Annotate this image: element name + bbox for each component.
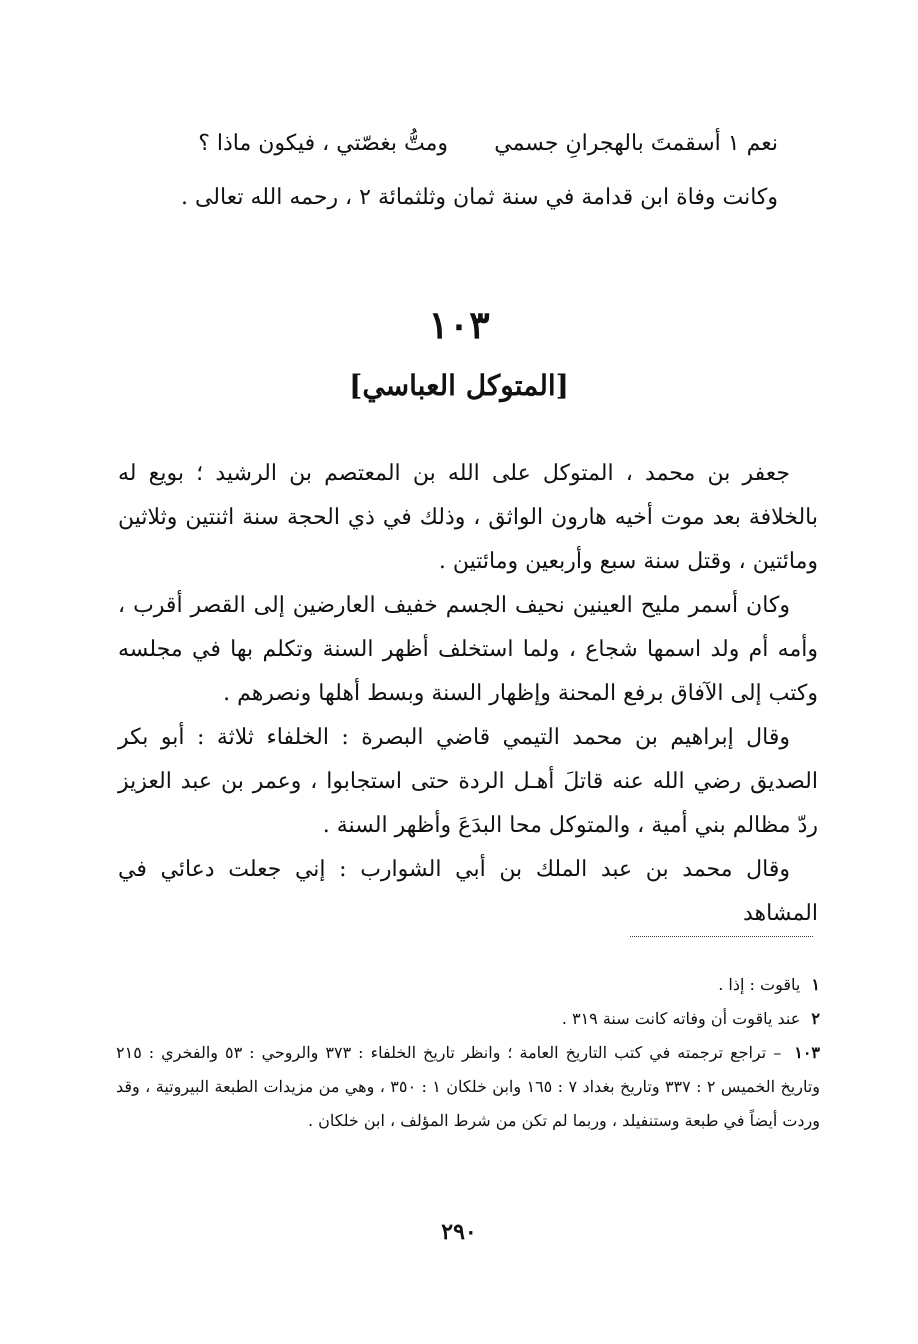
footnote-text: عند ياقوت أن وفاته كانت سنة ٣١٩ . (561, 1009, 801, 1028)
death-note-line: وكانت وفاة ابن قدامة في سنة ثمان وثلثمائة ٢ ، رحمه الله تعالى . (180, 185, 778, 210)
verse-hemistich-left: ومتُّ بغصّتي ، فيكون ماذا ؟ (198, 131, 448, 156)
paragraph-3: وقال إبراهيم بن محمد التيمي قاضي البصرة : الخلفاء ثلاثة : أبو بكر الصديق رضي الله عنه قاتلَ أهـل الردة حتى استجابوا ، وعمر بن عبد العزيز ردّ مظالم بني أمية ، والمتوكل محا البدَعَ وأظهر السنة . (118, 725, 818, 838)
footnote-number: ٢ (811, 1009, 820, 1028)
footnotes (116, 968, 820, 1138)
footnote-text: ياقوت : إذا . (718, 975, 801, 994)
footnote-separator (630, 936, 813, 937)
footnote-2 (116, 1002, 820, 1036)
poem-verse (138, 122, 778, 166)
footnote-text: – تراجع ترجمته في كتب التاريخ العامة ؛ وانظر تاريخ الخلفاء : ٣٧٣ والروحي : ٥٣ والفخري : ٢١٥ وتاريخ الخميس ٢ : ٣٣٧ وتاريخ بغداد ٧ : ١٦٥ وابن خلكان ١ : ٣٥٠ ، وهي من مزيدات الطبعة البيروتية ، وقد وردت أيضاً في طبعة وستنفيلد ، وربما لم تكن من شرط المؤلف ، ابن خلكان . (116, 1043, 820, 1130)
paragraph-1: جعفر بن محمد ، المتوكل على الله بن المعتصم بن الرشيد ؛ بويع له بالخلافة بعد موت أخيه هارون الواثق ، وذلك في ذي الحجة سنة اثنتين وثلاثين ومائتين ، وقتل سنة سبع وأربعين ومائتين . (118, 461, 818, 574)
section-number: ١٠٣ (428, 302, 490, 347)
footnote-number: ١٠٣ (794, 1043, 820, 1062)
section-title: [المتوكل العباسي] (349, 369, 569, 402)
footnote-number: ١ (811, 975, 820, 994)
footnote-3 (116, 1036, 820, 1138)
paragraph-2: وكان أسمر مليح العينين نحيف الجسم خفيف العارضين إلى القصر أقرب ، وأمه أم ولد اسمها شجاع ، ولما استخلف أظهر السنة وتكلم بها في مجلسه وكتب إلى الآفاق برفع المحنة وإظهار السنة وبسط أهلها ونصرهم . (118, 593, 818, 706)
paragraph-4: وقال محمد بن عبد الملك بن أبي الشوارب : إني جعلت دعائي في المشاهد (118, 857, 818, 926)
footnote-1 (116, 968, 820, 1002)
body-text (118, 452, 818, 936)
verse-hemistich-right: نعم ١ أسقمتَ بالهجرانِ جسمي (494, 131, 778, 156)
page-number: ٢٩٠ (441, 1219, 477, 1245)
